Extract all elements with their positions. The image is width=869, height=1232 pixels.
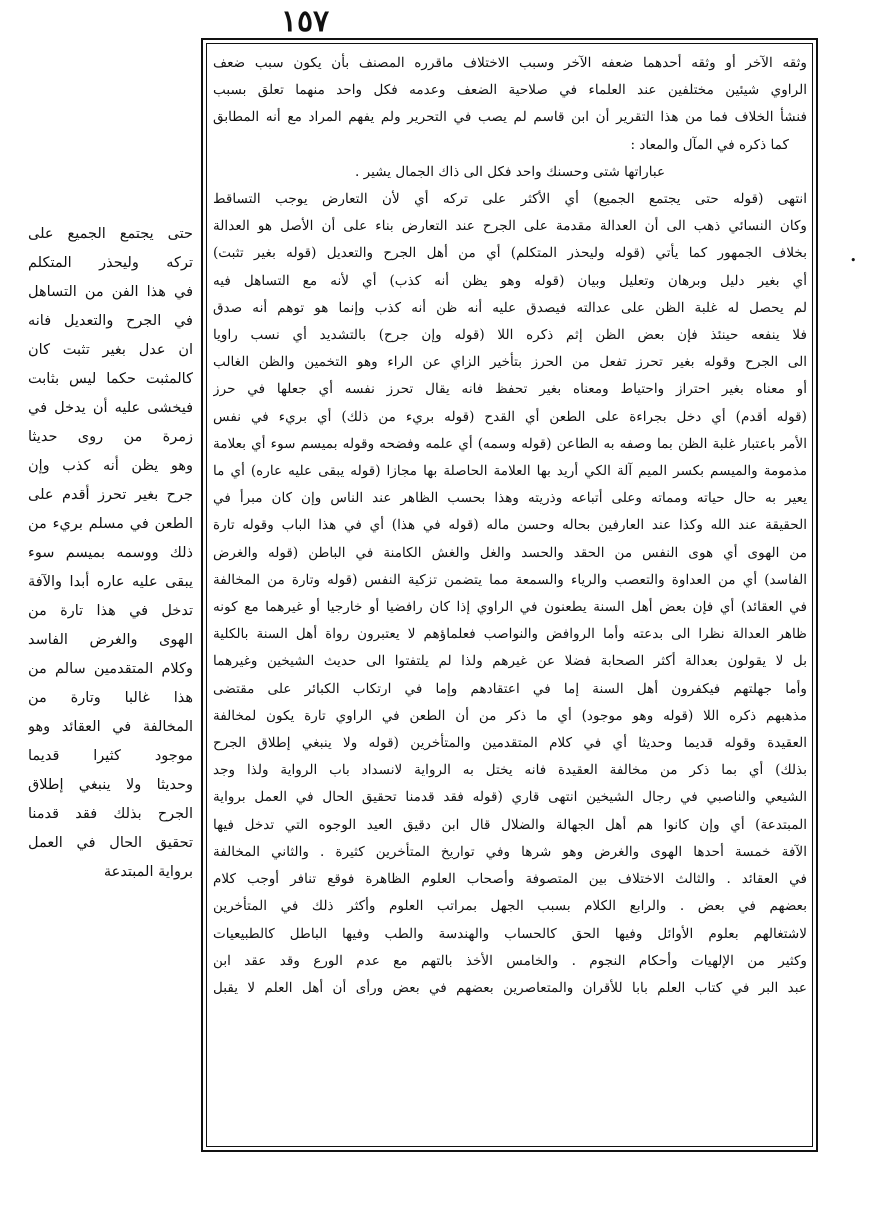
matn-line: زمرة من روى حديثا: [28, 429, 193, 445]
commentary-line: فنشأ الخلاف فما من هذا التقرير أن ابن قاسم لم يصب في التحرير ولم يفهم المراد مع أنه المطابق: [213, 109, 807, 126]
matn-line: كالمثبت حكما ليس بثابت: [28, 371, 193, 387]
commentary-line: الأمر باعتبار غلبة الظن بما وصفه به الطاعن (قوله وسمه) أي علمه وفضحه وقوله بميسم سوء أي بعلامة: [213, 435, 807, 452]
commentary-line: يعير به حال حياته ومماته وعلى أتباعه وذريته وهذا بحسب الظاهر عند الناس وإن كان مبرأ في: [213, 490, 807, 507]
commentary-line: مذهبهم ذكره اللا (قوله وهو موجود) أي ما ذكر من أن الطعن في الراوي تارة يكون لمخالفة: [213, 707, 807, 724]
commentary-line: مذمومة والميسم بكسر الميم آلة الكي أريد بها العلامة الحاصلة بها مجازا (قوله يبقى عليه عاره) أي ما: [213, 463, 807, 480]
side-mark: •: [850, 254, 857, 267]
commentary-line: لم يحصل له غلبة الظن على عدالته فيصدق عليه أنه ظن أنه كذب وإنما هو توهم أنه صدق: [213, 299, 807, 316]
commentary-line: المبتدعة) أي وإن كانوا هم أهل الجهالة والضلال قال ابن دقيق العيد الوجوه التي تدخل فيها: [213, 816, 807, 833]
commentary-line: الشيعي والناصبي في رجال الشيخين انتهى قاري (قوله فقد قدمنا تحقيق الحال في العمل برواية: [213, 789, 807, 806]
matn-line: فيخشى عليه أن يدخل في: [28, 400, 193, 416]
matn-line: الطعن في مسلم بريء من: [28, 516, 193, 532]
commentary-line: الفاسد) أي من العداوة والتعصب والرياء والسمعة مما يتضمن تزكية النفس (قوله وتارة من المخالفة: [213, 571, 807, 588]
commentary-line: وثقه الآخر أو وثقه أحدهما ضعفه الآخر وسبب الاختلاف ماقرره المصنف بأن يكون سبب ضعف: [213, 55, 807, 71]
commentary-line: كما ذكره في المآل والمعاد :: [630, 136, 789, 153]
commentary-line: من الهوى أي هوى النفس من الحقد والحسد والغل والغش الكامنة في الباطن (قوله والغرض: [213, 544, 807, 561]
commentary-line: العقيدة وقوله قديما وحديثا أي في كلام المتقدمين والمتأخرين (قوله ولا ينبغي إطلاق الجرح: [213, 735, 807, 752]
commentary-line: عباراتها شتى وحسنك واحد فكل الى ذاك الجمال يشير .: [354, 163, 666, 180]
commentary-line: الى الجرح وقوله بغير تحرز تفعل من الحرز بتأخير الزاي عن الراء وهو التخمين والظن الغالب: [213, 354, 807, 371]
matn-line: حتى يجتمع الجميع على: [28, 226, 193, 242]
commentary-line: بذلك) أي بما ذكر من مخالفة العقيدة فانه يختل به الرواية لانسداد باب الرواية ولذا وجد: [213, 762, 807, 779]
commentary-line: الآفة خمسة أحدها الهوى والغرض وهو شرها وفي تواريخ المتأخرين كثيرة . والثاني المخالفة: [213, 843, 807, 860]
matn-line: تدخل في هذا تارة من: [28, 603, 193, 619]
commentary-line: الحقيقة عند الله وكذا عند العارفين بحاله وحسن ماله (قوله في هذا) أي في هذا الباب وقوله تارة: [213, 517, 807, 534]
commentary-line: بخلاف الجمهور كما يأتي (قوله وليحذر المتكلم) أي من أهل الجرح والتعديل (قوله بغير تثبت): [213, 245, 807, 262]
commentary-line: أو معناه بغير احتراز واحتياط ومعناه بغير تحفظ فانه يقال تحرز نفسه أي جعلها في حرز: [213, 381, 807, 398]
matn-line: هذا غالبا وتارة من: [28, 690, 193, 706]
matn-line: يبقى عليه عاره أبدا والآفة: [28, 574, 193, 590]
matn-line: موجود كثيرا قديما: [28, 748, 193, 764]
matn-line: المخالفة في العقائد وهو: [28, 719, 193, 735]
commentary-line: انتهى (قوله حتى يجتمع الجميع) أي الأكثر على تركه أي لأن التعارض يوجب التساقط: [213, 191, 807, 208]
commentary-line: وكثير من الإلهيات وأحكام النجوم . والخامس الأخذ بالتهم مع عدم الورع وقد عقد ابن: [213, 952, 807, 969]
commentary-line: فلا ينفعه حينئذ فإن بعض الظن إثم ذكره اللا (قوله وإن جرح) بالتشديد أي نسب راويا: [213, 327, 807, 344]
commentary-line: عبد البر في كتاب العلم بابا للأقران والمتعاصرين بعضهم في بعض ورأى أن أهل العلم لا يقبل: [213, 979, 807, 996]
matn-line: وحديثا ولا ينبغي إطلاق: [28, 777, 193, 793]
matn-line: تركه وليحذر المتكلم: [28, 255, 193, 271]
matn-line: في الجرح والتعديل فانه: [28, 313, 193, 329]
matn-line: جرح بغير تحرز أقدم على: [28, 487, 193, 503]
commentary-line: وكان النسائي ذهب الى أن العدالة مقدمة على الجرح عند التعارض بناء على أن الأصل هو العدالة: [213, 218, 807, 235]
commentary-line: بل لا يقولون بعدالة أكثر الصحابة فضلا عن غيرهم ولذا لم يلتفتوا الى حديث الشيخين وغيرهما: [213, 653, 807, 670]
matn-line: ذلك ووسمه بميسم سوء: [28, 545, 193, 561]
matn-line: وكلام المتقدمين سالم من: [28, 661, 193, 677]
commentary-line: ظاهر العدالة نظرا الى بدعته وأما الروافض والنواصب فعلماؤهم لا يعتبرون رواة أهل السنة بالكلية: [213, 626, 807, 643]
matn-line: الهوى والغرض الفاسد: [28, 632, 193, 648]
commentary-line: في العقائد . والثالث الاختلاف بين المتصوفة وأصحاب العلوم الظاهرة فوقع تنافر أوجب كلام: [213, 871, 807, 888]
matn-margin-text: [28, 220, 193, 887]
commentary-line: أي بغير دليل وبرهان وتعليل وبيان (قوله وهو يظن أنه كذب) أي لأنه مع التساهل فيه: [213, 272, 807, 289]
matn-line: وهو يظن أنه كذب وإن: [28, 458, 193, 474]
commentary-line: لاشتغالهم بعلوم الأوائل وفيها الحق كالحساب والهندسة والطب وفيها الباطل كالطبيعيات: [213, 925, 807, 942]
page-number: ١٥٧: [280, 4, 330, 39]
commentary-line: وأما جهلتهم فيكفرون أهل السنة إما في اعتقادهم وإما في ارتكاب الكبائر على مقتضى: [213, 680, 807, 697]
matn-line: تحقيق الحال في العمل: [28, 835, 193, 851]
matn-line: برواية المبتدعة: [103, 864, 193, 880]
matn-line: في هذا الفن من التساهل: [28, 284, 193, 300]
commentary-line: في العقائد) أي فإن بعض أهل السنة يطعنون في الراوي إذا كان رافضيا أو خارجيا أو غيرهما مع كونه: [213, 599, 807, 616]
commentary-text: [213, 50, 807, 1145]
matn-line: الجرح بذلك فقد قدمنا: [28, 806, 193, 822]
matn-line: ان عدل بغير تثبت كان: [28, 342, 193, 358]
commentary-line: (قوله أقدم) أي دخل بجراءة على الطعن أي القدح (قوله بريء من ذلك) أي بريء في نفس: [213, 408, 807, 425]
commentary-line: الراوي شيئين مختلفين عند العلماء في صلاحية الضعف وعدمه فكل واحد منهما تعلق بسبب: [213, 82, 807, 99]
commentary-line: بعضهم في بعض . والرابع الكلام بسبب الجهل بمراتب العلوم وأكثر ذلك في المتأخرين: [213, 898, 807, 915]
